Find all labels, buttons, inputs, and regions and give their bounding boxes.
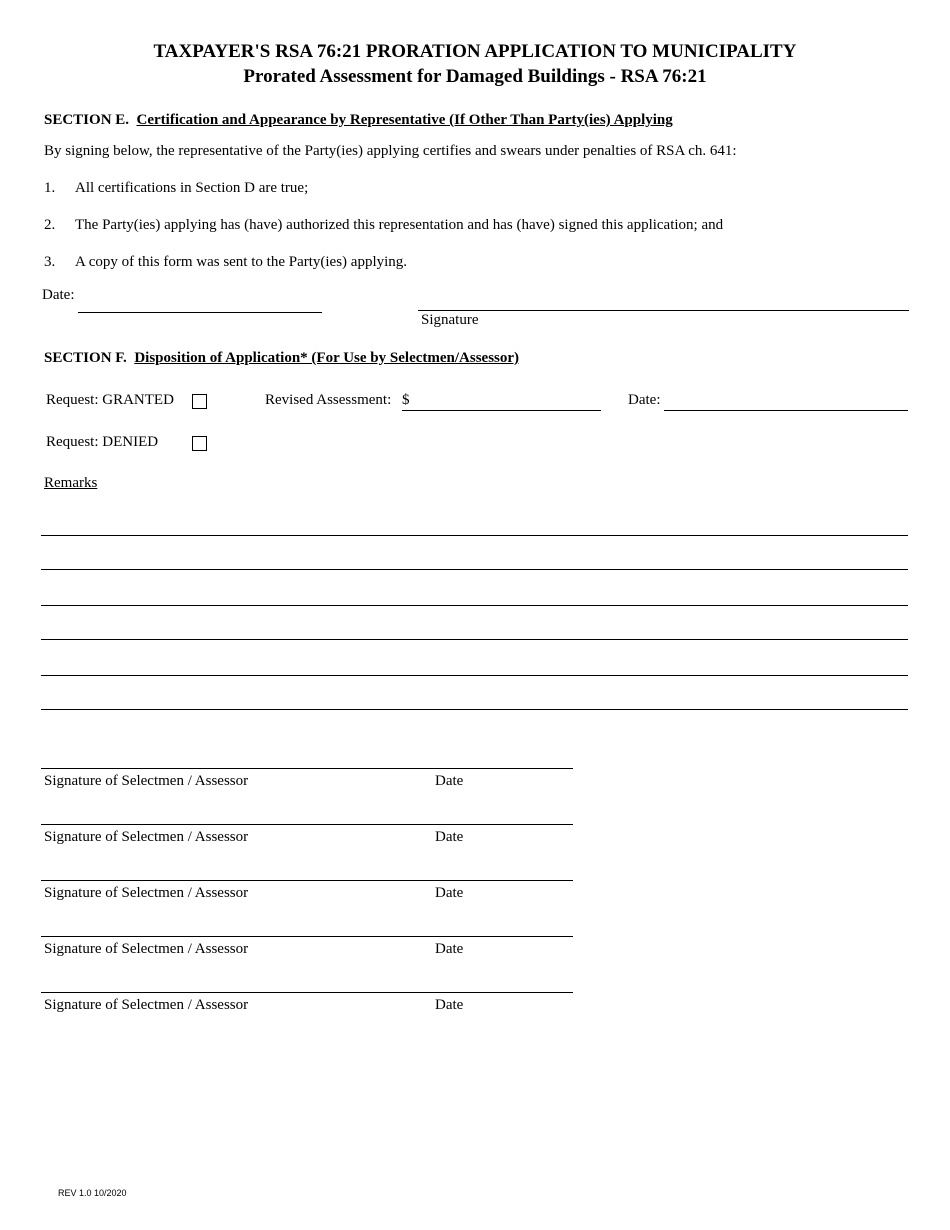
assessor-signature-label: Signature of Selectmen / Assessor (44, 829, 249, 845)
section-e-date-field[interactable] (80, 293, 320, 311)
section-e-date-label: Date: (42, 287, 75, 303)
form-subtitle: Prorated Assessment for Damaged Buildings - RSA 76:21 (243, 66, 707, 87)
section-e-heading (44, 112, 673, 129)
revised-assessment-label: Revised Assessment: (265, 392, 392, 408)
section-e-date-line (78, 312, 322, 313)
section-e-intro: By signing below, the representative of the Party(ies) applying certifies and swears under penalties of RSA ch. 641: (44, 143, 737, 159)
representative-signature-field[interactable] (420, 291, 908, 309)
remarks-line[interactable] (41, 675, 908, 676)
revised-assessment-line (402, 410, 601, 411)
signature-line (418, 310, 909, 311)
remarks-line[interactable] (41, 639, 908, 640)
list-item-number: 1. (44, 180, 56, 196)
section-f-date-label: Date: (628, 392, 661, 408)
assessor-signature-label: Signature of Selectmen / Assessor (44, 773, 249, 789)
assessor-date-label: Date (435, 773, 464, 789)
section-e-title: Certification and Appearance by Representative (If Other Than Party(ies) Applying (136, 112, 673, 128)
remarks-label: Remarks (44, 475, 98, 491)
remarks-line[interactable] (41, 569, 908, 570)
remarks-line[interactable] (41, 709, 908, 710)
signature-label: Signature (421, 312, 479, 328)
assessor-signature-label: Signature of Selectmen / Assessor (44, 941, 249, 957)
granted-label: Request: GRANTED (46, 392, 174, 408)
currency-symbol: $ (402, 392, 410, 408)
assessor-date-label: Date (435, 941, 464, 957)
list-item: A copy of this form was sent to the Party(ies) applying. (75, 254, 408, 270)
section-f-title: Disposition of Application* (For Use by Selectmen/Assessor) (134, 350, 520, 366)
list-item: All certifications in Section D are true; (75, 180, 309, 196)
section-f-heading (44, 350, 519, 367)
list-item: The Party(ies) applying has (have) authorized this representation and has (have) signed this application; and (75, 217, 724, 233)
list-item-number: 3. (44, 254, 56, 270)
section-f-label: SECTION F. (44, 350, 127, 366)
granted-checkbox[interactable] (192, 394, 207, 409)
assessor-signature-line[interactable] (41, 992, 573, 993)
section-f-date-line (664, 410, 908, 411)
assessor-signature-label: Signature of Selectmen / Assessor (44, 885, 249, 901)
assessor-date-label: Date (435, 885, 464, 901)
remarks-line[interactable] (41, 605, 908, 606)
denied-checkbox[interactable] (192, 436, 207, 451)
revision-footer: REV 1.0 10/2020 (58, 1188, 127, 1198)
assessor-signature-line[interactable] (41, 880, 573, 881)
section-f-date-field[interactable] (666, 391, 906, 409)
assessor-signature-label: Signature of Selectmen / Assessor (44, 997, 249, 1013)
assessor-signature-line[interactable] (41, 768, 573, 769)
assessor-date-label: Date (435, 829, 464, 845)
list-item-number: 2. (44, 217, 56, 233)
assessor-signature-line[interactable] (41, 936, 573, 937)
revised-assessment-field[interactable] (414, 391, 600, 409)
assessor-date-label: Date (435, 997, 464, 1013)
denied-label: Request: DENIED (46, 434, 159, 450)
section-e-label: SECTION E. (44, 112, 130, 128)
remarks-line[interactable] (41, 535, 908, 536)
form-title: TAXPAYER'S RSA 76:21 PRORATION APPLICATION TO MUNICIPALITY (153, 41, 797, 62)
assessor-signature-line[interactable] (41, 824, 573, 825)
